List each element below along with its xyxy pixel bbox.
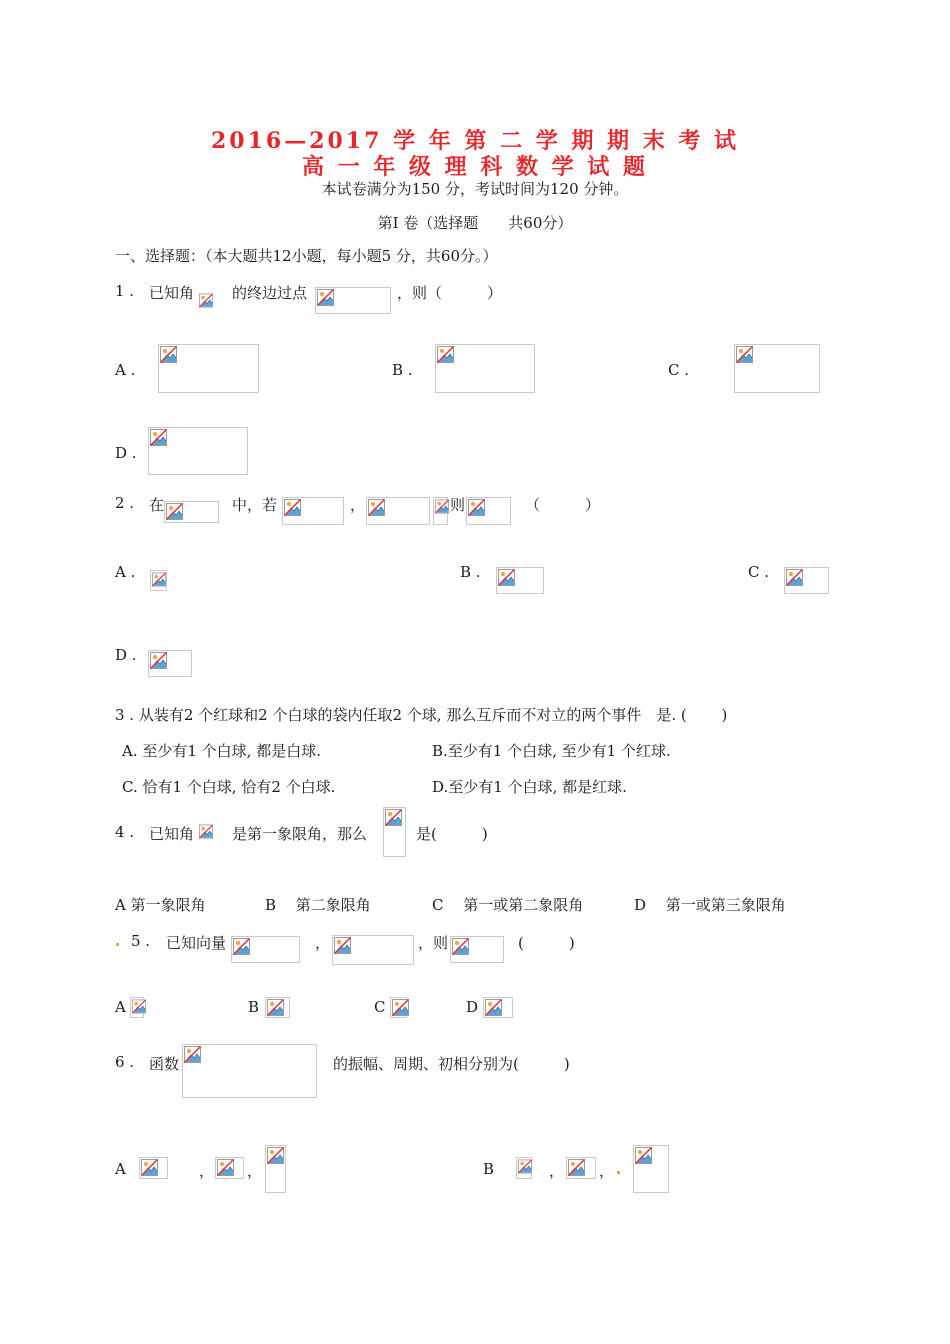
equation-image [633,1145,669,1193]
broken-image-icon [786,569,803,586]
equation-image [566,1157,596,1179]
broken-image-icon [385,809,402,826]
q3-text: 3 . 从装有2 个红球和2 个白球的袋内任取2 个球, 那么互斥而不对立的两个事件 是. ( ) [115,706,728,724]
q6-option-a-label: A [115,1160,126,1178]
broken-image-icon [184,1046,201,1063]
q1-text-a: 已知角 [149,284,195,302]
exam-title-line1: 2016—2017 学 年 第 二 学 期 期 末 考 试 [210,128,740,154]
equation-image [231,936,300,963]
equation-image [496,567,544,594]
broken-image-icon [284,499,301,516]
q6-comma: ， [247,1162,263,1180]
equation-image [784,567,829,594]
q6-option-b-label: B [483,1160,495,1178]
equation-image [332,935,414,965]
section-title: 第I 卷（选择题 共60分） [377,214,573,232]
broken-image-icon [435,499,449,514]
q3-option-a: A. 至少有1 个白球, 都是白球. [122,742,321,760]
q5-text-a: 已知向量 [166,934,227,952]
equation-image [483,997,513,1018]
broken-image-icon [166,503,183,520]
q4-option-a: A 第一象限角 [115,896,206,914]
broken-image-icon [267,1147,284,1164]
broken-image-icon [317,289,334,306]
broken-image-icon [132,999,146,1014]
equation-image [265,997,290,1018]
q1-option-c-label: C . [668,361,690,379]
q2-option-c-label: C . [748,563,770,581]
equation-image [282,497,344,525]
broken-image-icon [368,499,385,516]
broken-image-icon [233,938,250,955]
marker-dot [116,943,119,946]
q4-text-a: 已知角 [149,825,195,843]
equation-image [466,497,511,525]
equation-image [158,344,259,393]
exam-title-line2: 高 一 年 级 理 科 数 学 试 题 [302,154,648,180]
broken-image-icon [217,1159,234,1176]
broken-image-icon [498,569,515,586]
q6-number: 6 . [115,1053,135,1071]
q6-comma: ， [599,1162,615,1180]
broken-image-icon [199,293,213,308]
q1-number: 1 . [115,282,135,300]
q1-text-b: 的终边过点 [232,284,308,302]
broken-image-icon [334,937,351,954]
q5-comma: ， [315,934,331,952]
q2-text-a: 在 [149,496,165,514]
q6-text-a: 函数 [149,1055,180,1073]
equation-image [198,292,218,311]
broken-image-icon [267,999,284,1016]
q4-text-c: 是( ) [416,825,488,843]
equation-image [433,497,448,525]
q2-text-b: 中，若 [232,496,278,514]
q3-option-b: B.至少有1 个白球, 至少有1 个红球. [432,742,671,760]
broken-image-icon [160,346,177,363]
equation-image [734,344,820,393]
q2-text-c: 则 [450,496,466,514]
equation-image [215,1157,244,1179]
q3-option-c: C. 恰有1 个白球, 恰有2 个白球. [122,778,336,796]
q6-comma: ， [199,1162,215,1180]
q2-number: 2 . [115,494,135,512]
equation-image [139,1157,168,1179]
q5-option-d-label: D [466,998,479,1016]
equation-image [164,501,219,523]
equation-image [198,823,218,842]
equation-image [148,650,192,677]
q5-option-c-label: C [374,998,386,1016]
equation-image [383,807,406,857]
broken-image-icon [152,572,166,587]
equation-image [315,287,391,314]
q5-paren: ( ) [518,934,575,952]
equation-image [450,936,504,963]
q1-option-d-label: D . [115,444,137,462]
q2-option-d-label: D . [115,646,137,664]
broken-image-icon [635,1147,652,1164]
q2-option-a-label: A . [115,563,136,581]
q1-option-b-label: B . [392,361,413,379]
broken-image-icon [437,346,454,363]
equation-image [390,997,407,1018]
q5-option-b-label: B [248,998,260,1016]
equation-image [148,427,248,475]
q4-option-c: C 第一或第二象限角 [432,896,584,914]
q3-option-d: D.至少有1 个白球, 都是红球. [432,778,627,796]
broken-image-icon [485,999,502,1016]
broken-image-icon [736,346,753,363]
q2-comma: ， [350,496,366,514]
q4-text-b: 是第一象限角，那么 [232,825,368,843]
q4-number: 4 . [115,823,135,841]
equation-image [435,344,535,393]
broken-image-icon [150,652,167,669]
exam-subtitle: 本试卷满分为150 分，考试时间为120 分钟。 [321,180,629,198]
equation-image [265,1145,286,1193]
marker-dot [617,1171,620,1174]
broken-image-icon [141,1159,158,1176]
q2-paren: （ ） [525,496,601,514]
q4-option-d: D 第一或第三象限角 [634,896,786,914]
q5-number: 5 . [131,932,151,950]
equation-image [366,497,430,525]
broken-image-icon [468,499,485,516]
equation-image [182,1044,317,1098]
equation-image [516,1157,532,1179]
q4-option-b: B 第二象限角 [265,896,371,914]
broken-image-icon [568,1159,585,1176]
q6-text-b: 的振幅、周期、初相分别为( ) [333,1055,570,1073]
q1-text-c: ，则（ ） [397,284,503,302]
broken-image-icon [518,1159,532,1174]
q6-comma: ， [549,1162,565,1180]
broken-image-icon [452,938,469,955]
q2-option-b-label: B . [460,563,481,581]
broken-image-icon [150,429,167,446]
section1-heading: 一、选择题：（本大题共12小题，每小题5 分，共60分。） [115,247,498,265]
q1-option-a-label: A . [115,361,136,379]
q5-text-b: ，则 [418,934,449,952]
equation-image [130,997,144,1018]
equation-image [150,570,167,591]
broken-image-icon [392,999,409,1016]
q5-option-a-label: A [115,998,126,1016]
broken-image-icon [199,824,213,839]
